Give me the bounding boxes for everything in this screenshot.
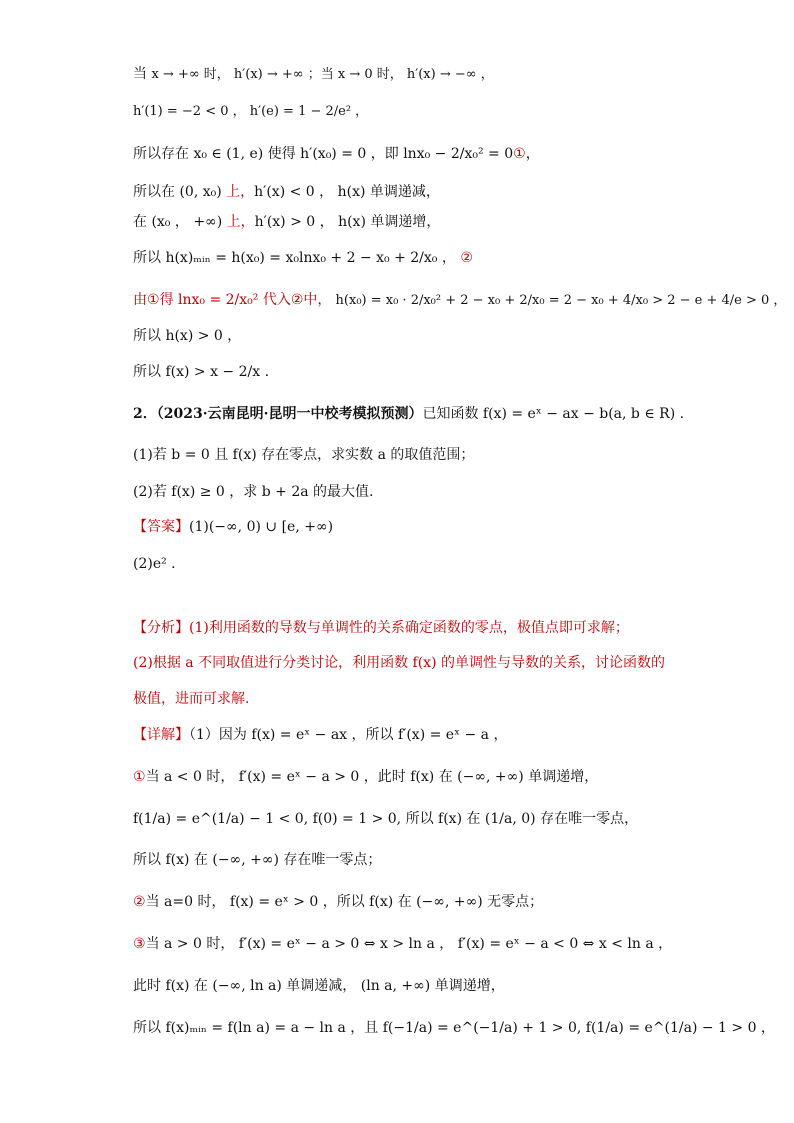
text-span: 当 (133, 66, 152, 82)
text-span: 极值，进而可求解. (133, 691, 250, 707)
text-span: (2)若 f(x) ≥ 0 ，求 b + 2a 的最大值. (133, 484, 374, 500)
text-line (133, 725, 507, 745)
circled-number: ③ (133, 936, 146, 952)
text-line (133, 326, 241, 346)
text-span: ， (525, 146, 540, 162)
text-line (133, 517, 333, 537)
text-line (133, 618, 629, 638)
text-span: 【分析】 (133, 620, 189, 636)
text-line (133, 554, 176, 574)
text-span: 中， (303, 292, 332, 308)
text-line (133, 445, 474, 465)
text-span: 【答案】 (133, 519, 189, 535)
text-span: 所以 f(x)ₘᵢₙ = f(ln a) = a − ln a ，且 f(−1/a) = e^(−1/a) + 1 > 0, f(1/a) = e^(1/a) − 1 > 0 ， (133, 1020, 775, 1036)
text-line (133, 934, 672, 954)
text-line (133, 64, 494, 85)
text-line (133, 892, 543, 912)
text-line (133, 809, 638, 829)
text-line (133, 653, 665, 673)
text-line (133, 976, 505, 996)
text-span: 所以 h(x)ₘᵢₙ = h(x₀) = x₀lnx₀ + 2 − x₀ + 2/x₀ ， (133, 250, 461, 266)
text-line (133, 362, 269, 382)
text-span: 所以 h(x) > 0 ， (133, 328, 242, 344)
text-span: (2)e² . (133, 556, 176, 572)
circled-number: ① (133, 769, 146, 785)
text-span: (1)若 b = 0 且 f(x) 存在零点，求实数 a 的取值范围； (133, 447, 475, 463)
text-span: 由 (133, 292, 147, 308)
text-line (133, 1018, 775, 1038)
text-span: 所以 f(x) 在 (−∞, +∞) 存在唯一零点； (133, 852, 382, 868)
text-span: h(x₀) = x₀ · 2/x₀² + 2 − x₀ + 2/x₀ = 2 − x₀ + 4/x₀ > 2 − e + 4/e > 0 ， (331, 293, 787, 308)
text-span: 当 a > 0 时， f′(x) = eˣ − a > 0 ⇔ x > ln a ， f′(x) = eˣ − a < 0 ⇔ x < ln a ， (145, 936, 673, 952)
text-span: 已知函数 f(x) = eˣ − ax − b(a, b ∈ R) . (422, 406, 685, 422)
text-line (133, 850, 381, 870)
text-line (133, 248, 473, 268)
text-line (133, 101, 368, 122)
circled-number: ① (147, 292, 160, 308)
text-span: f(1/a) = e^(1/a) − 1 < 0, f(0) = 1 > 0, 所以 f(x) 在 (1/a, 0) 存在唯一零点， (133, 811, 639, 827)
text-span: 此时 f(x) 在 (−∞, ln a) 单调递减， (ln a, +∞) 单调递增， (133, 978, 505, 994)
text-span: 所以 f(x) > x − 2/x . (133, 364, 270, 380)
text-line (133, 182, 440, 202)
text-span: (1)(−∞, 0) ∪ [e, +∞) (189, 519, 334, 535)
text-line (133, 144, 540, 164)
text-span: 2．（2023·云南昆明·昆明一中校考模拟预测） (133, 406, 423, 422)
text-span: 【详解】 (133, 727, 189, 743)
text-span: 在 (x₀ ， +∞) (133, 214, 227, 230)
text-span: 当 a < 0 时， f′(x) = eˣ − a > 0 ，此时 f(x) 在 (−∞, +∞) 单调递增， (145, 769, 599, 785)
text-span: 所以存在 x₀ ∈ (1, e) 使得 h′(x₀) = 0 ，即 lnx₀ − 2/x₀² = 0 (133, 146, 514, 162)
text-span: h′(x) > 0 ， h(x) 单调递增， (254, 214, 441, 230)
text-line (133, 482, 373, 502)
text-span: （1）因为 f(x) = eˣ − ax ，所以 f′(x) = eˣ − a ， (189, 727, 508, 743)
text-line (133, 689, 249, 709)
text-span: 所以在 (0, x₀) (133, 184, 227, 200)
text-span: 得 lnx₀ = 2/x₀² 代入 (159, 292, 291, 308)
text-line (133, 404, 684, 424)
circled-number: ② (290, 292, 304, 308)
text-span: x → +∞ 时， h′(x) → +∞ ；当 x → 0 时， h′(x) → −∞ ， (151, 67, 494, 82)
text-line (133, 290, 786, 311)
circled-number: ① (513, 146, 526, 162)
text-span: (1)利用函数的导数与单调性的关系确定函数的零点，极值点即可求解； (189, 620, 629, 636)
text-span: (2)根据 a 不同取值进行分类讨论，利用函数 f(x) 的单调性与导数的关系，讨论函数的 (133, 655, 665, 671)
text-span: 上， (226, 184, 255, 200)
text-span: h′(x) < 0 ， h(x) 单调递减， (254, 184, 440, 200)
circled-number: ② (133, 894, 146, 910)
text-line (133, 212, 440, 232)
circled-number: ② (460, 250, 473, 266)
text-span: 上， (226, 214, 255, 230)
text-line (133, 767, 598, 787)
text-span: 当 a=0 时， f(x) = eˣ > 0 ，所以 f(x) 在 (−∞, +∞) 无零点； (145, 894, 544, 910)
text-span: h′(1) = −2 < 0 ， h′(e) = 1 − 2/e² ， (133, 104, 369, 119)
